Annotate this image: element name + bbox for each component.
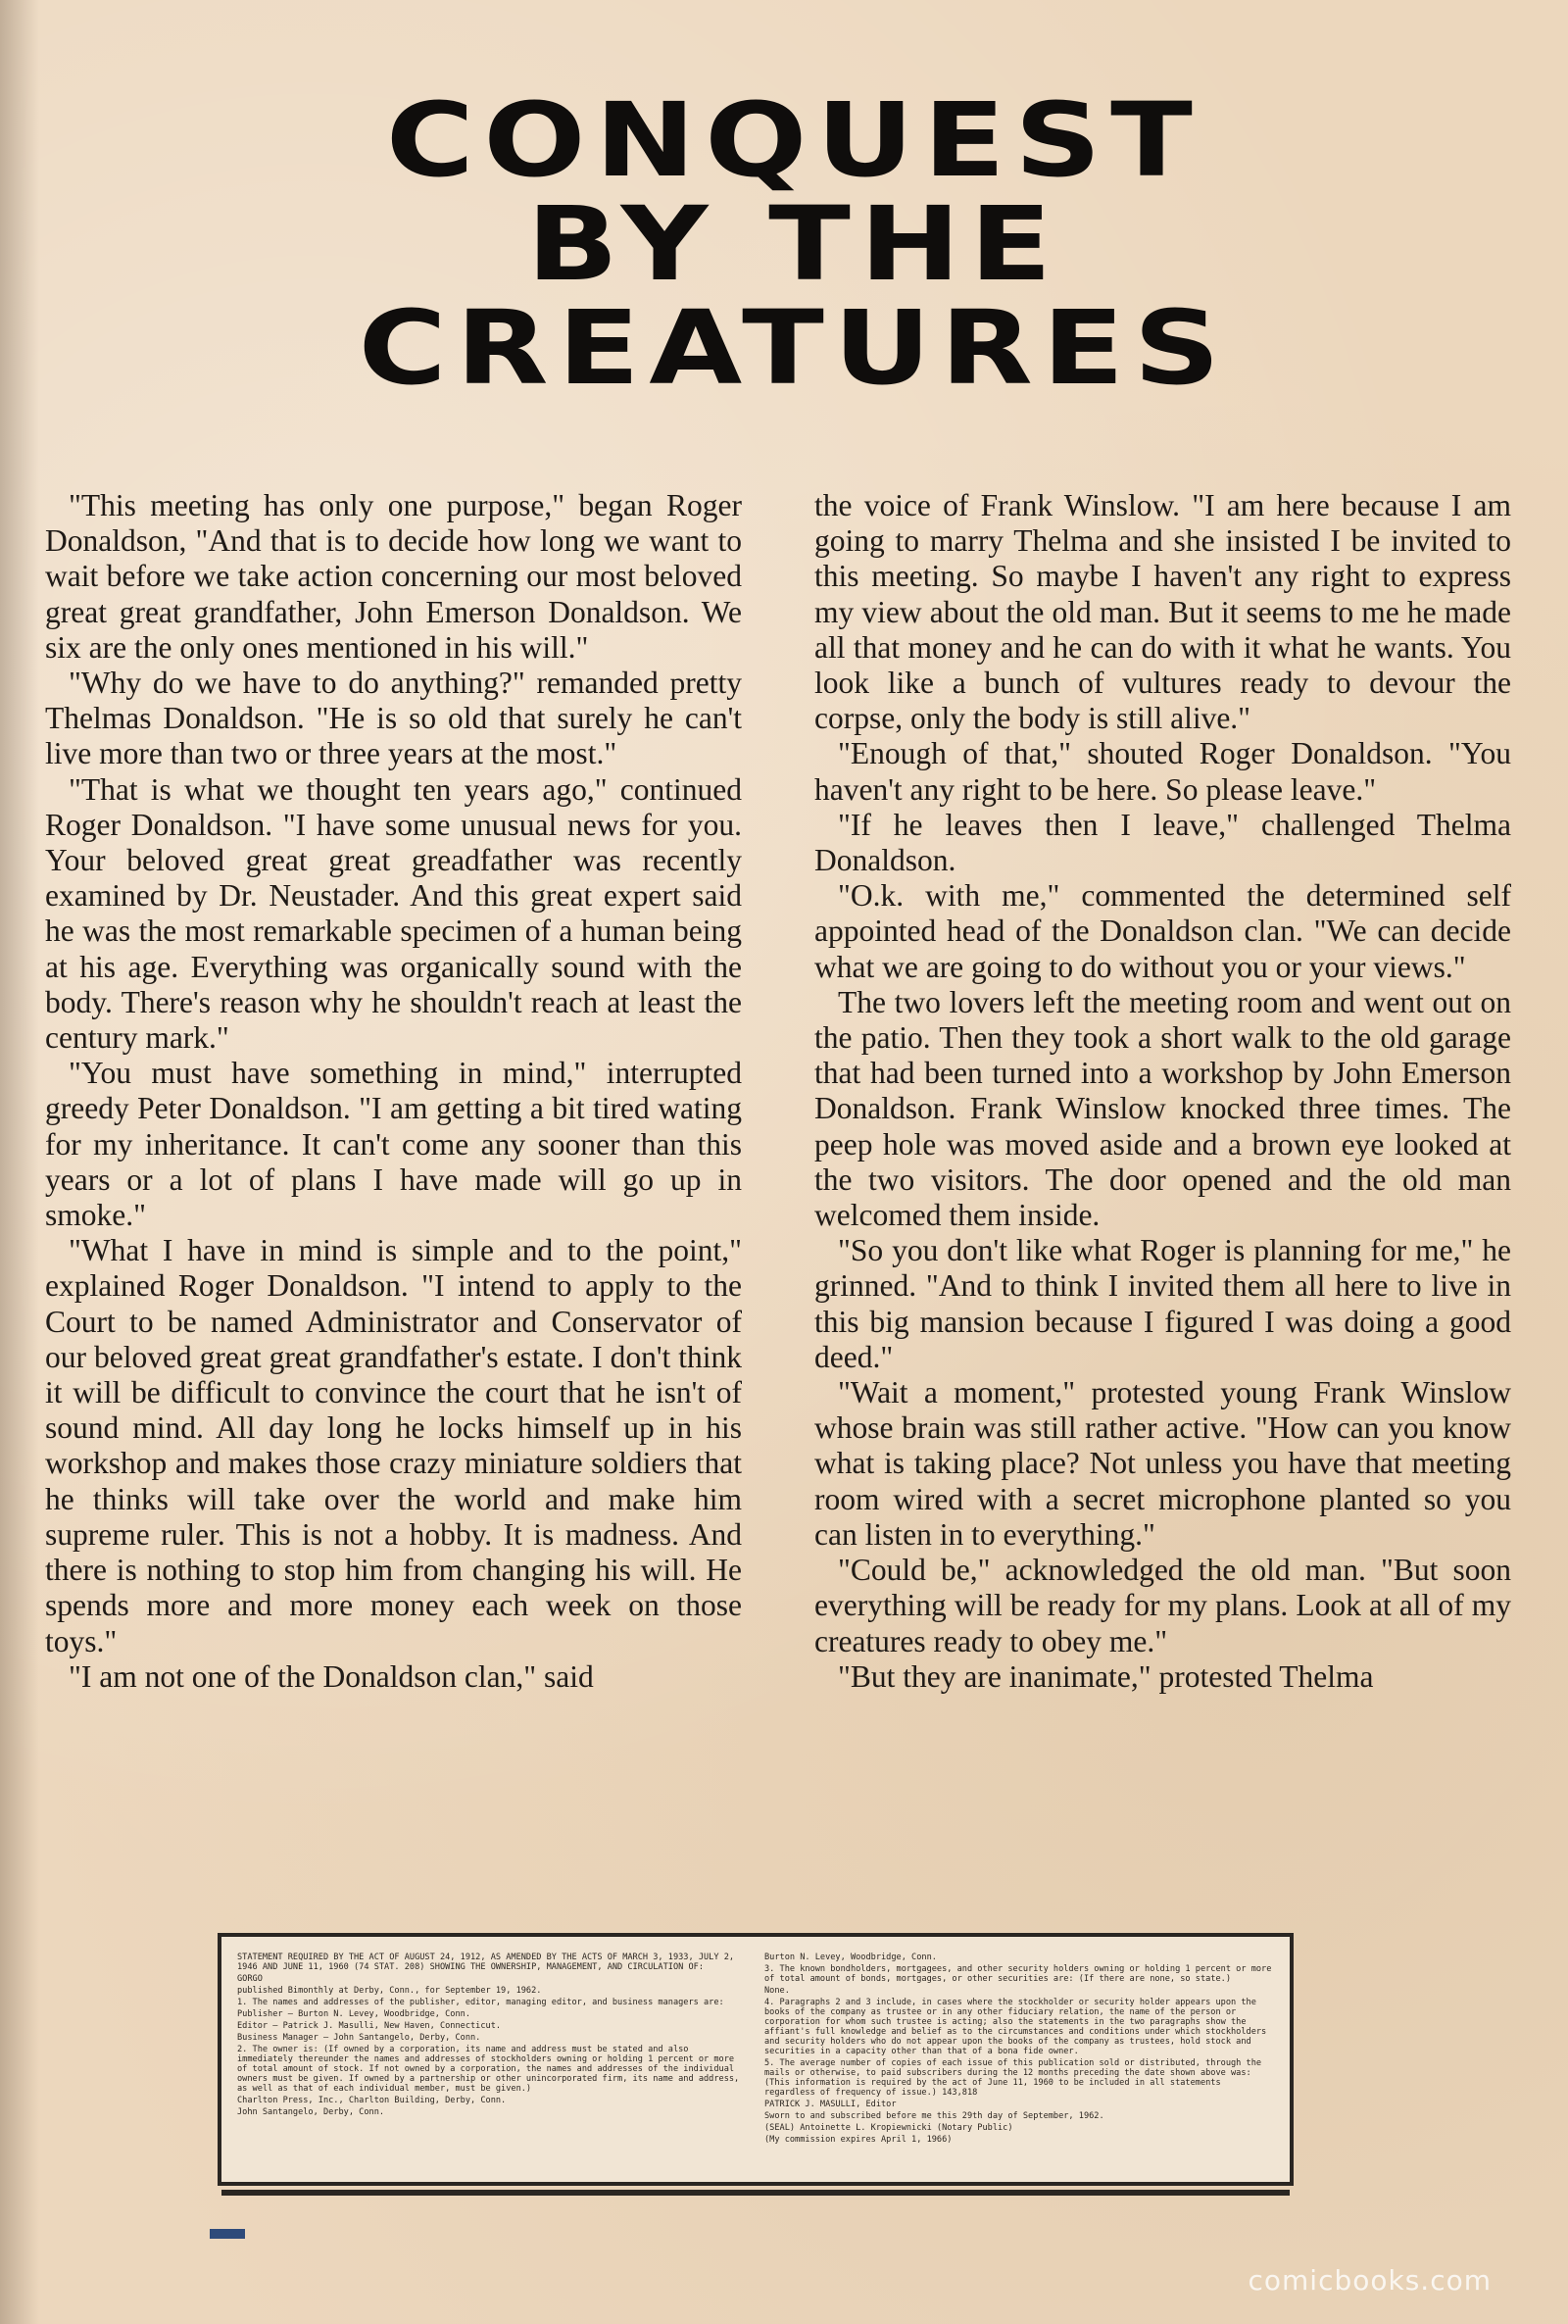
statement-line: PATRICK J. MASULLI, Editor xyxy=(764,2100,897,2109)
ink-speck xyxy=(210,2229,245,2239)
statement-line: STATEMENT REQUIRED BY THE ACT OF AUGUST 24, 1912, AS AMENDED BY THE ACTS OF MARCH 3, 1933, JULY 2, 1946 AND JUNE 11, 1960 (74 STAT. 208) SHOWING THE OWNERSHIP, MANAGEMENT, AND CIRCULATION OF: xyxy=(237,1953,735,1972)
paragraph: "Could be," acknowledged the old man. "But soon everything will be ready for my plans. Look at all of my creatures ready to obey me." xyxy=(814,1553,1511,1658)
paragraph: the voice of Frank Winslow. "I am here because I am going to marry Thelma and she insisted I be invited to this meeting. So maybe I haven't any right to express my view about the old man. But it seems to me he made all that money and he can do with it what he wants. You look like a bunch of vultures ready to devour the corpse, only the body is still alive." xyxy=(814,488,1511,736)
site-watermark: comicbooks.com xyxy=(1248,2264,1492,2297)
story-title xyxy=(123,80,1465,408)
statement-line: published Bimonthly at Derby, Conn., for September 19, 1962. xyxy=(237,1986,542,1996)
paragraph: The two lovers left the meeting room and went out on the patio. Then they took a short walk to the old garage that had been turned into a workshop by John Emerson Donaldson. Frank Winslow knocked three times. The peep hole was moved aside and a brown eye looked at the two visitors. The door opened and the old man welcomed them inside. xyxy=(814,984,1511,1233)
right-column xyxy=(814,488,1511,1890)
paragraph: "That is what we thought ten years ago," continued Roger Donaldson. "I have some unusual news for you. Your beloved great great greadfather was recently examined by Dr. Neustader. And this great expert said he was the most remarkable specimen of a human being at his age. Everything was organically sound with the body. There's reason why he shouldn't reach at least the century mark." xyxy=(45,771,742,1056)
statement-line: Charlton Press, Inc., Charlton Building, Derby, Conn. xyxy=(237,2096,507,2105)
paragraph: "So you don't like what Roger is planning for me," he grinned. "And to think I invited them all here to live in this big mansion because I figured I was doing a good deed." xyxy=(814,1233,1511,1374)
paragraph: "You must have something in mind," interrupted greedy Peter Donaldson. "I am getting a bit tired wating for my inheritance. It can't come any sooner than this years or a lot of plans I have made will go up in smoke." xyxy=(45,1056,742,1233)
statement-line: Editor — Patrick J. Masulli, New Haven, Connecticut. xyxy=(237,2021,502,2031)
title-line-3: CREATURES xyxy=(358,288,1230,408)
paragraph: "I am not one of the Donaldson clan," said xyxy=(69,1658,594,1694)
statement-line: (SEAL) Antoinette L. Kropiewnicki (Notary Public) xyxy=(764,2123,1013,2133)
statement-bottom-rule xyxy=(221,2190,1290,2196)
statement-line: 4. Paragraphs 2 and 3 include, in cases where the stockholder or security holder appears upon the books of the company as trustee or in any other fiduciary relation, the name of the person or corporation for whom such trustee is acting; also the statements in the two paragraphs show the affiant's full knowledge and belief as to the circumstances and conditions under which stockholders and security holders who do not appear upon the books of the company as trustees, hold stock and securities in a capacity other than that of a bona fide owner. xyxy=(764,1998,1267,2056)
statement-line: 1. The names and addresses of the publisher, editor, managing editor, and business managers are: xyxy=(237,1998,724,2007)
statement-line: None. xyxy=(764,1986,790,1996)
paragraph: "Enough of that," shouted Roger Donaldson. "You haven't any right to be here. So please leave." xyxy=(814,736,1511,807)
statement-line: (My commission expires April 1, 1966) xyxy=(764,2135,953,2145)
statement-left-column xyxy=(237,1953,747,2166)
statement-right-column xyxy=(764,1953,1274,2166)
paragraph: "Why do we have to do anything?" remanded pretty Thelmas Donaldson. "He is so old that surely he can't live more than two or three years at the most." xyxy=(45,666,742,771)
statement-line: 2. The owner is: (If owned by a corporation, its name and address must be stated and also immediately thereunder the names and addresses of stockholders owning or holding 1 percent or more of total amount of stock. If not owned by a corporation, the names and addresses of the individual owners must be given. If owned by a partnership or other unincorporated firm, its name and address, as well as that of each individual member, must be given.) xyxy=(237,2045,740,2094)
title-line-2: BY THE xyxy=(526,184,1061,304)
ownership-statement-box xyxy=(218,1933,1294,2186)
paragraph: "What I have in mind is simple and to the point," explained Roger Donaldson. "I intend to apply to the Court to be named Administrator and Conservator of our beloved great great grandfather's estate. I don't think it will be difficult to convince the court that he isn't of sound mind. All day long he locks himself up in his workshop and makes those crazy miniature soldiers that he thinks will take over the world and make him supreme ruler. This is not a hobby. It is madness. And there is nothing to stop him from changing his will. He spends more and more money each week on those toys." xyxy=(45,1233,742,1658)
paragraph: "If he leaves then I leave," challenged Thelma Donaldson. xyxy=(814,807,1511,878)
statement-line: GORGO xyxy=(237,1974,263,1984)
paragraph: "O.k. with me," commented the determined self appointed head of the Donaldson clan. "We can decide what we are going to do without you or your views." xyxy=(814,878,1511,984)
paragraph: "But they are inanimate," protested Thelma xyxy=(838,1658,1374,1694)
statement-line: John Santangelo, Derby, Conn. xyxy=(237,2107,385,2117)
paragraph: "This meeting has only one purpose," began Roger Donaldson, "And that is to decide how long we want to wait before we take action concerning our most beloved great great grandfather, John Emerson Donaldson. We six are the only ones mentioned in his will." xyxy=(45,488,742,665)
story-body xyxy=(45,488,1511,1890)
statement-line: 3. The known bondholders, mortgagees, and other security holders owning or holding 1 percent or more of total amount of bonds, mortgages, or other securities are: (If there are none, so state.) xyxy=(764,1964,1272,1984)
page-edge-shadow xyxy=(0,0,39,2324)
statement-line: Publisher — Burton N. Levey, Woodbridge, Conn. xyxy=(237,2009,470,2019)
statement-line: 5. The average number of copies of each issue of this publication sold or distributed, through the mails or otherwise, to paid subscribers during the 12 months preceding the date shown above was: (This information is required by the act of June 11, 1960 to be included in all statements regardless of frequency of issue.) 143,818 xyxy=(764,2058,1262,2098)
statement-line: Burton N. Levey, Woodbridge, Conn. xyxy=(764,1953,937,1962)
left-column xyxy=(45,488,742,1890)
paragraph: "Wait a moment," protested young Frank Winslow whose brain was still rather active. "How can you know what is taking place? Not unless you have that meeting room wired with a secret microphone planted so you can listen in to everything." xyxy=(814,1375,1511,1552)
title-line-1: CONQUEST xyxy=(385,80,1202,200)
statement-line: Business Manager — John Santangelo, Derby, Conn. xyxy=(237,2033,481,2043)
statement-line: Sworn to and subscribed before me this 29th day of September, 1962. xyxy=(764,2111,1104,2121)
